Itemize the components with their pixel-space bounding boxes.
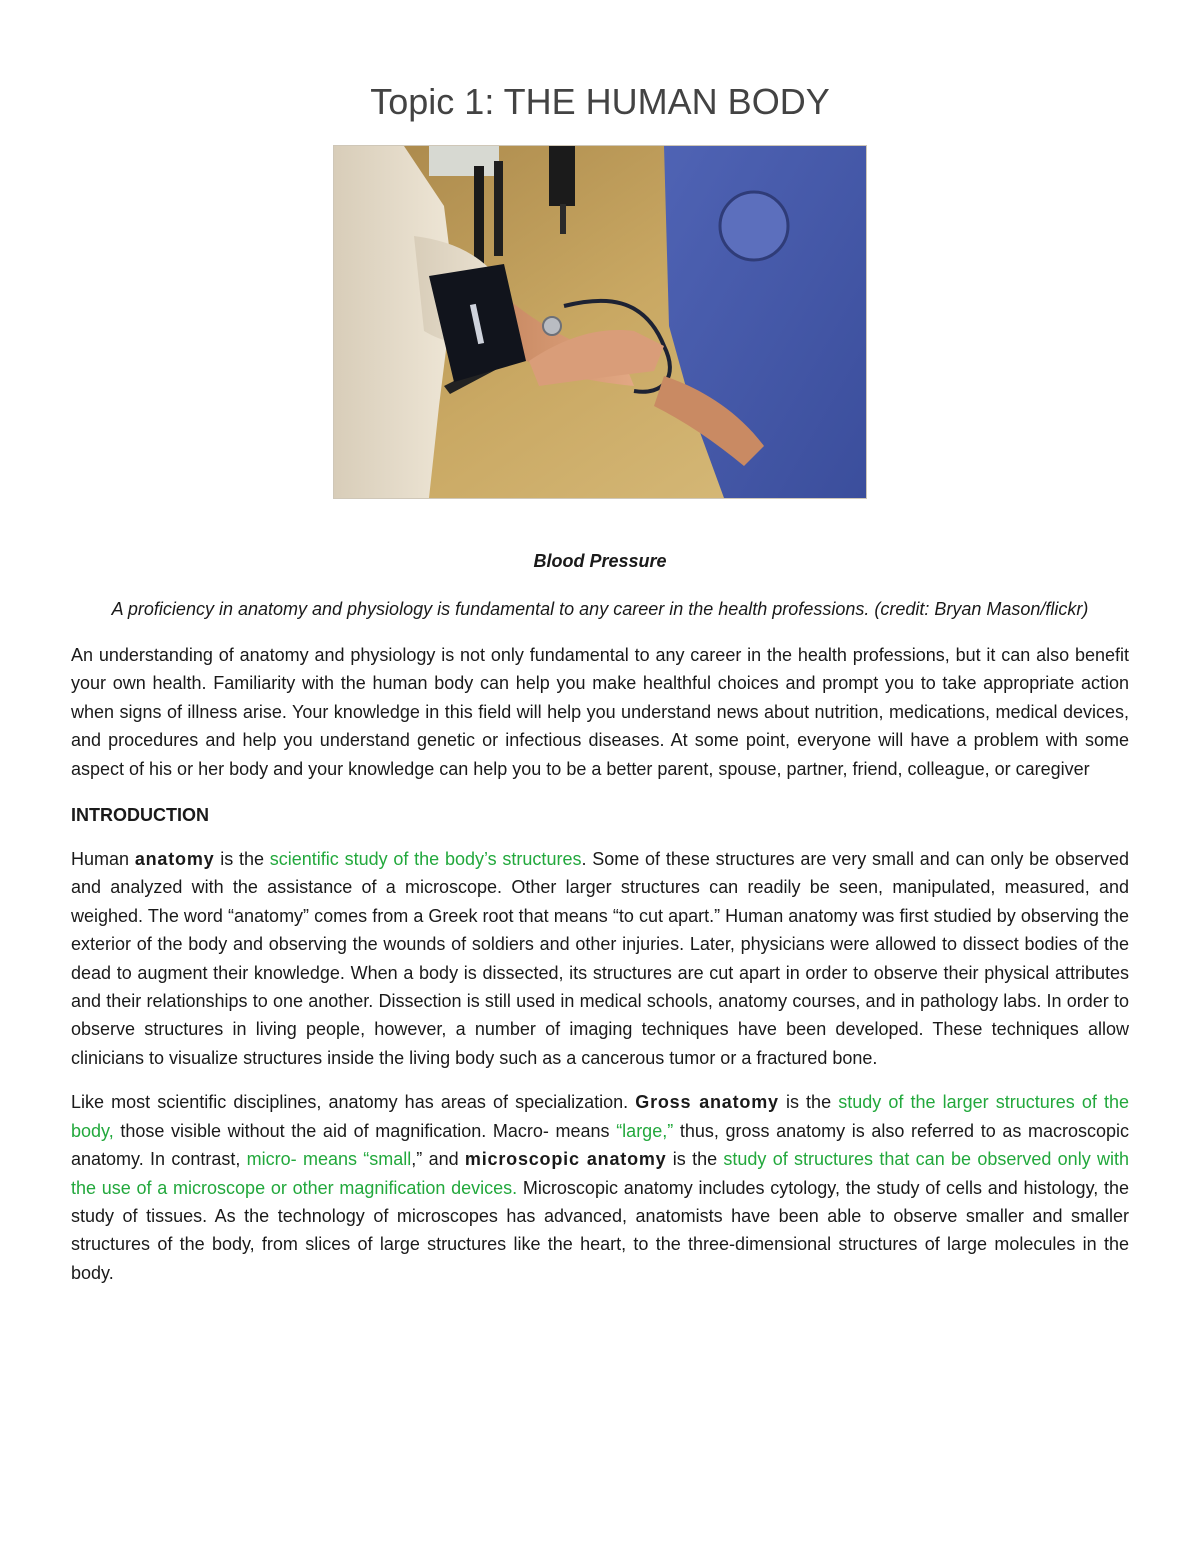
highlight-definition: study of structures that can be observed only with the use of a microscope or other magnification devices.: [71, 1149, 1130, 1198]
term-gross-anatomy: Gross anatomy: [635, 1092, 779, 1113]
text-run: is the: [666, 1149, 724, 1170]
text-run: is the: [778, 1092, 839, 1113]
text-run: Like most scientific disciplines, anatomy has areas of specialization.: [71, 1092, 636, 1113]
intro-paragraph: An understanding of anatomy and physiology is not only fundamental to any career in the health professions, but it can also benefit your own health. Familiarity with the human body can help you make healthful choices and prompt you to take appropriate action when signs of illness arise. Your knowledge in this field will help you understand news about nutrition, medications, medical devices, and procedures and help you understand genetic or infectious diseases. At some point, everyone will have a problem with some aspect of his or her body and your knowledge can help you to be a better parent, spouse, partner, friend, colleague, or caregiver: [71, 645, 1129, 779]
specialization-paragraph: [71, 1088, 1129, 1287]
highlight-definition: scientific study of the body’s structures: [269, 849, 582, 870]
term-microscopic-anatomy: microscopic anatomy: [464, 1149, 667, 1170]
anatomy-paragraph: [71, 845, 1129, 1072]
text-run: ,” and: [411, 1149, 465, 1170]
highlight-large: “large,”: [616, 1120, 674, 1141]
highlight-definition: study of the larger structures of the body,: [71, 1092, 1129, 1141]
text-run: . Some of these structures are very small and can only be observed and analyzed with the assistance of a microscope. Other larger structures can readily be seen, manipulated, measured, and weighed. The word “anatomy” comes from a Greek root that means “to cut apart.” Human anatomy was first studied by observing the exterior of the body and observing the wounds of soldiers and other injuries. Later, physicians were allowed to dissect bodies of the dead to augment their knowledge. When a body is dissected, its structures are cut apart in order to observe their physical attributes and their relationships to one another. Dissection is still used in medical schools, anatomy courses, and in pathology labs. In order to observe structures in living people, however, a number of imaging techniques have been developed. These techniques allow clinicians to visualize structures inside the living body such as a cancerous tumor or a fractured bone.: [71, 849, 1130, 1068]
section-heading: INTRODUCTION: [71, 805, 209, 826]
blood-pressure-photo: [333, 145, 867, 499]
text-run: is the: [214, 849, 270, 870]
text-run: thus, gross anatomy is also referred to as macroscopic anatomy. In contrast,: [71, 1120, 1129, 1170]
page-title: Topic 1: THE HUMAN BODY: [370, 81, 830, 122]
text-run: Microscopic anatomy includes cytology, the study of cells and histology, the study of tissues. As the technology of microscopes has advanced, anatomists have been able to observe smaller and smaller structures of the body, from slices of large structures like the heart, to the three-dimensional structures of large molecules in the body.: [71, 1177, 1129, 1283]
text-run: those visible without the aid of magnification. Macro- means: [113, 1120, 617, 1141]
term-anatomy: anatomy: [134, 849, 215, 870]
highlight-micro: micro- means “small: [246, 1149, 412, 1170]
caption-text: A proficiency in anatomy and physiology is fundamental to any career in the health professions. (credit: Bryan Mason/flickr): [111, 599, 1089, 619]
caption-title: Blood Pressure: [533, 551, 667, 571]
text-run: Human: [71, 849, 135, 870]
